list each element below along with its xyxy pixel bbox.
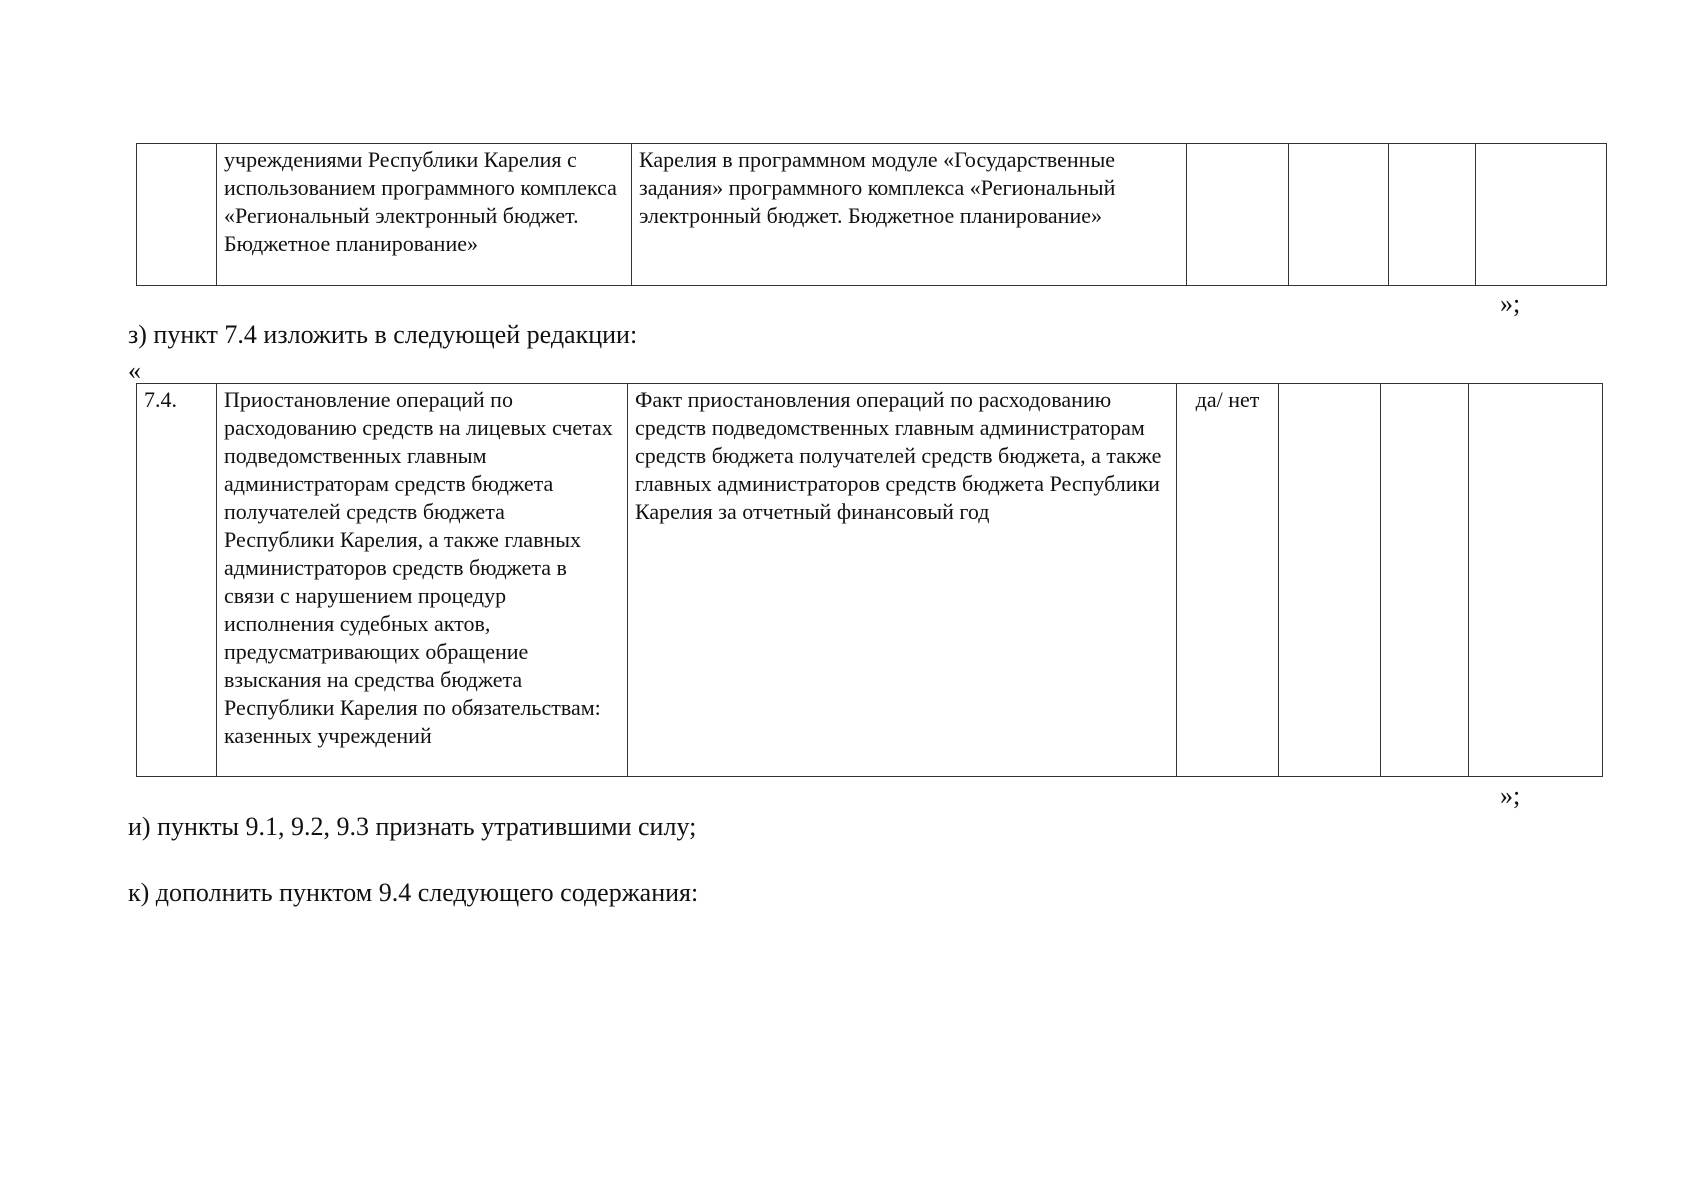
row-number-cell: 7.4. [137,384,217,777]
value-cell-2 [1389,144,1476,286]
indicator-description-cell: Карелия в программном модуле «Государственные задания» программного комплекса «Региональный электронный бюджет. Бюджетное планирование» [632,144,1187,286]
indicator-table-7-4 [136,383,1603,777]
indicator-name-cell: учреждениями Республики Карелия с использованием программного комплекса «Региональный электронный бюджет. Бюджетное планирование» [217,144,632,286]
indicator-name-cell: Приостановление операций по расходованию средств на лицевых счетах подведомственных главным администраторам средств бюджета получателей средств бюджета Республики Карелия, а также главных администраторов средств бюджета в связи с нарушением процедур исполнения судебных актов, предусматривающих обращение взыскания на средства бюджета Республики Карелия по обязательствам: казенных учреждений [217,384,628,777]
unit-cell: да/ нет [1177,384,1279,777]
table-row [137,384,1603,777]
opening-quote: « [128,356,141,385]
value-cell-3 [1469,384,1603,777]
paragraph-z: з) пункт 7.4 изложить в следующей редакции: [128,320,638,349]
closing-quote: »; [1500,781,1521,810]
table-row [137,144,1607,286]
indicator-description-cell: Факт приостановления операций по расходованию средств подведомственных главным администраторам средств бюджета получателей средств бюджета, а также главных администраторов средств бюджета Республики Карелия за отчетный финансовый год [628,384,1177,777]
row-number-cell [137,144,217,286]
value-cell-3 [1476,144,1607,286]
indicator-table-continuation [136,143,1607,286]
unit-cell [1187,144,1289,286]
value-cell-2 [1381,384,1469,777]
paragraph-k: к) дополнить пунктом 9.4 следующего содержания: [128,878,699,907]
closing-quote: »; [1500,289,1521,318]
value-cell-1 [1279,384,1381,777]
value-cell-1 [1289,144,1389,286]
paragraph-i: и) пункты 9.1, 9.2, 9.3 признать утратившими силу; [128,812,697,841]
